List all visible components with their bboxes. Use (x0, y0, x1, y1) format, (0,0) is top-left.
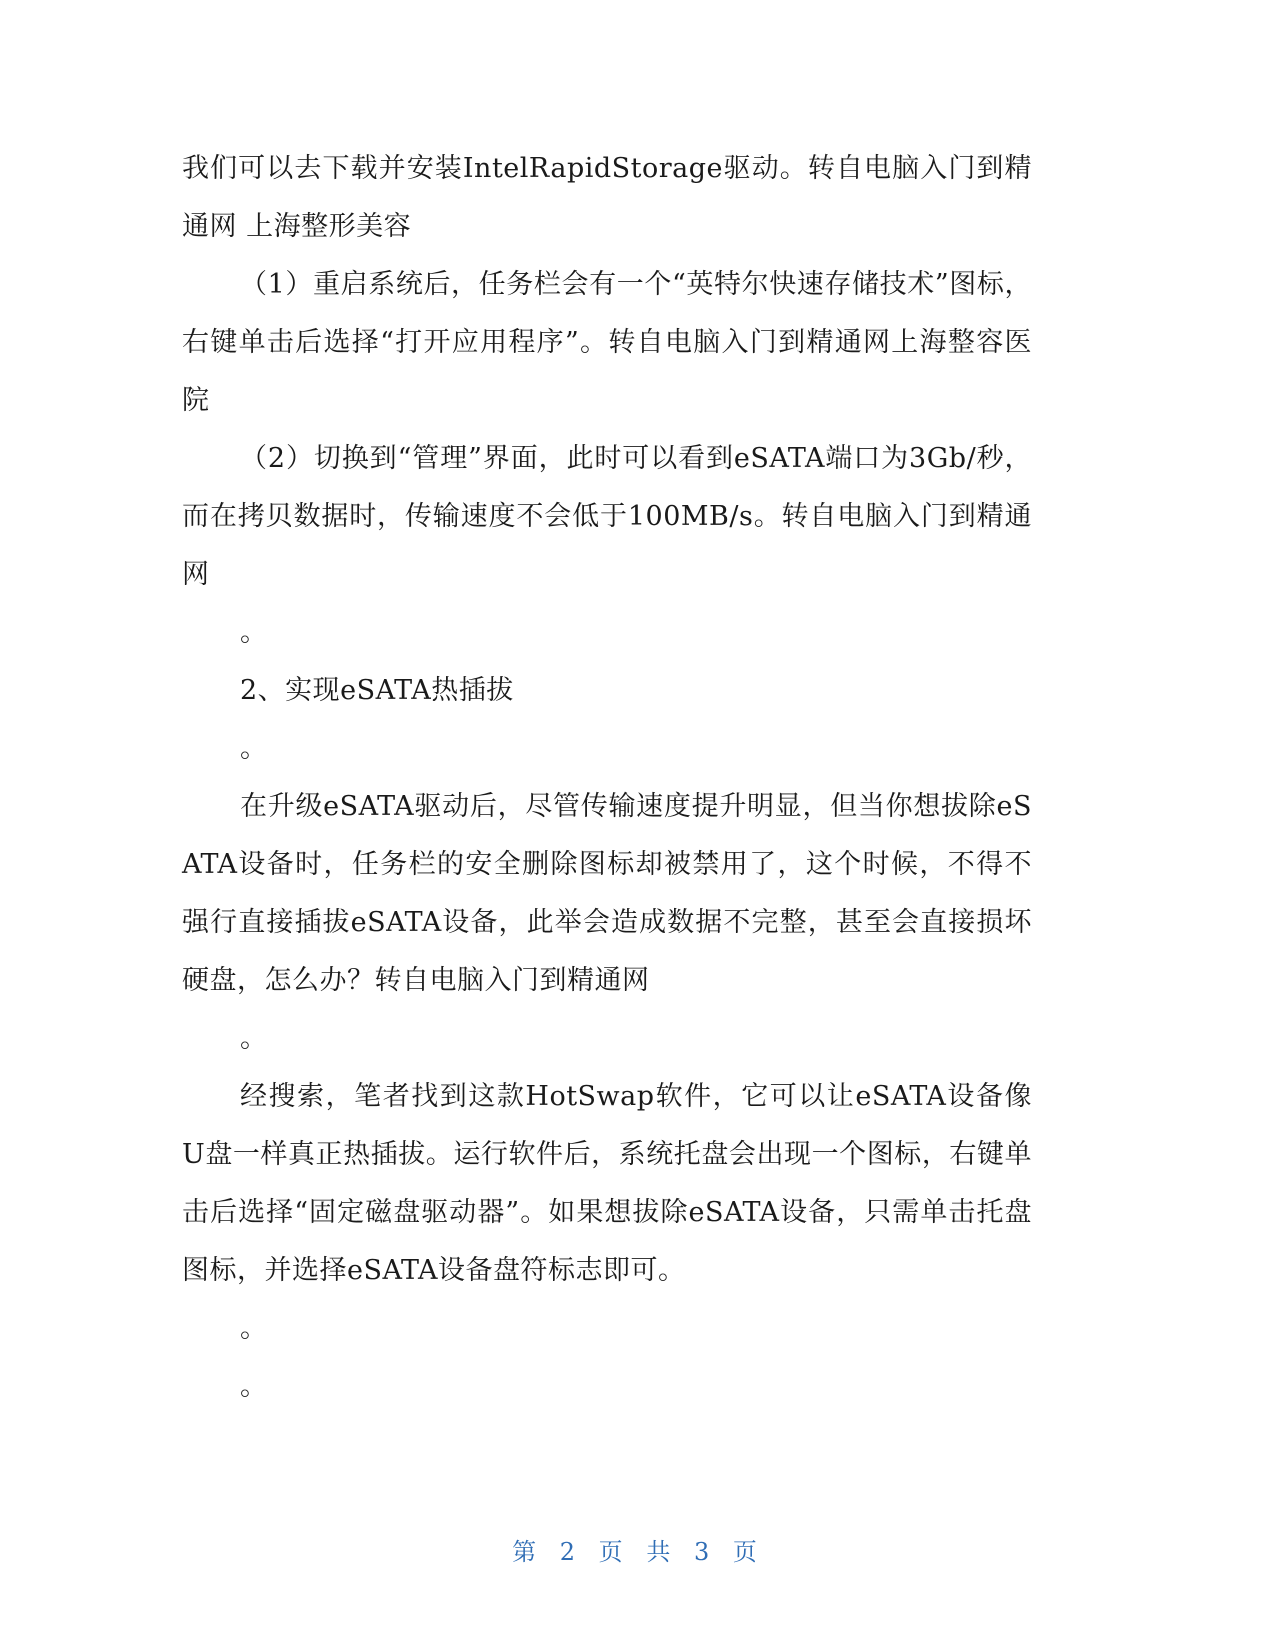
paragraph-separator: 。 (240, 1313, 268, 1344)
paragraph-separator: 。 (240, 1023, 268, 1054)
paragraph-intro: 我们可以去下载并安装IntelRapidStorage驱动。转自电脑入门到精通网 上海整形美容 (182, 153, 1032, 242)
footer-label-page: 页 (598, 1538, 629, 1566)
footer-label-total: 共 (646, 1538, 677, 1566)
paragraph-solution: 经搜索，笔者找到这款HotSwap软件，它可以让eSATA设备像U盘一样真正热插拔。运行软件后，系统托盘会出现一个图标，右键单击后选择“固定磁盘驱动器”。如果想拔除eSATA设备，只需单击托盘图标，并选择eSATA设备盘符标志即可。 (182, 1081, 1032, 1286)
paragraph-separator: 。 (240, 1371, 268, 1402)
footer-label-page-end: 页 (732, 1538, 763, 1566)
paragraph-step-2: （2）切换到“管理”界面，此时可以看到eSATA端口为3Gb/秒，而在拷贝数据时，传输速度不会低于100MB/s。转自电脑入门到精通网 (182, 443, 1032, 590)
page-footer (0, 1532, 1275, 1567)
paragraph-separator: 。 (240, 617, 268, 648)
paragraph-step-1: （1）重启系统后，任务栏会有一个“英特尔快速存储技术”图标，右键单击后选择“打开应用程序”。转自电脑入门到精通网上海整容医院 (182, 269, 1032, 416)
footer-current-page: 2 (559, 1538, 582, 1566)
footer-label-prefix: 第 (512, 1538, 543, 1566)
section-heading-hot-swap: 2、实现eSATA热插拔 (240, 675, 514, 706)
document-body (182, 140, 1032, 1416)
footer-total-pages: 3 (693, 1538, 716, 1566)
paragraph-problem: 在升级eSATA驱动后，尽管传输速度提升明显，但当你想拔除eSATA设备时，任务栏的安全删除图标却被禁用了，这个时候，不得不强行直接插拔eSATA设备，此举会造成数据不完整，甚至会直接损坏硬盘，怎么办？转自电脑入门到精通网 (182, 791, 1032, 996)
paragraph-separator: 。 (240, 733, 268, 764)
